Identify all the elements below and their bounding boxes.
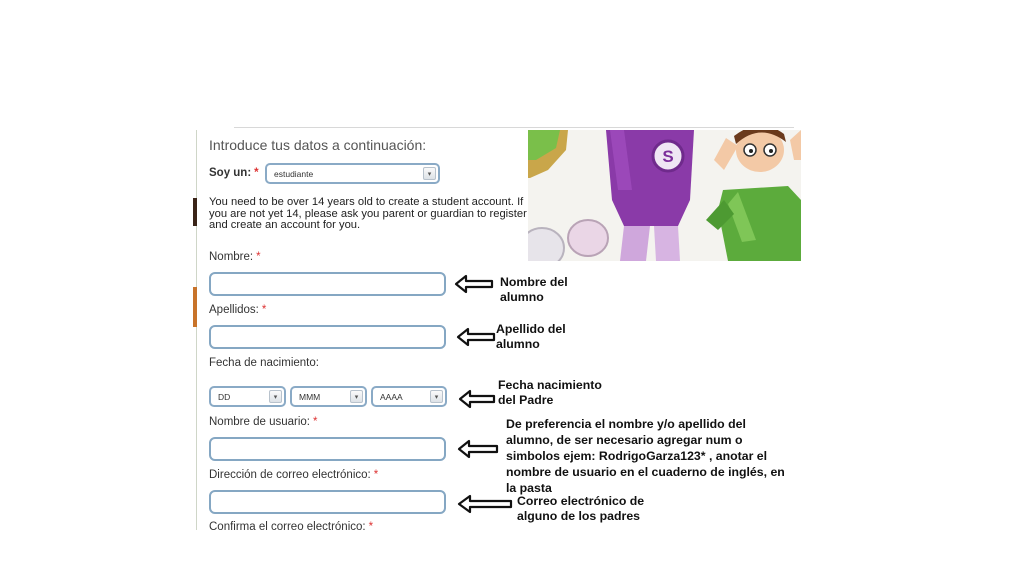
role-select[interactable] [265,163,440,184]
chevron-down-icon: ▾ [350,390,363,403]
soy-un-label: Soy un: * [209,167,259,179]
top-divider [234,127,794,128]
chevron-down-icon: ▾ [430,390,443,403]
confirma-label: Confirma el correo electrónico: * [209,521,374,530]
note-apellido: Apellido del alumno [496,322,566,351]
background-fragment [193,287,197,327]
usuario-input[interactable] [209,437,446,461]
year-select-value: AAAA [380,391,403,402]
month-select[interactable] [290,386,367,407]
fecha-label: Fecha de nacimiento: [209,357,319,369]
apellidos-input[interactable] [209,325,446,349]
left-arrow-icon [454,274,494,294]
left-arrow-icon [456,327,496,347]
nombre-input[interactable] [209,272,446,296]
hero-illustration [528,130,801,261]
usuario-label: Nombre de usuario: * [209,416,318,428]
note-nombre: Nombre del alumno [500,275,568,304]
correo-label: Dirección de correo electrónico: * [209,469,379,481]
note-correo: Correo electrónico de alguno de los padres [517,494,645,523]
left-arrow-icon [457,494,513,514]
correo-input[interactable] [209,490,446,514]
hero-cartoon [528,130,801,261]
left-arrow-icon [457,439,499,459]
left-arrow-icon [458,389,496,409]
age-notice: You need to be over 14 years old to create a student account. If you are not yet 14, please ask you parent or guardian to register and create an account for you. [209,196,527,231]
confirma-clip [200,521,500,530]
svg-text:S: S [662,147,674,166]
background-fragment [193,198,197,226]
chevron-down-icon: ▾ [423,167,436,180]
day-select-value: DD [218,391,231,402]
form-intro: Introduce tus datos a continuación: [209,137,427,153]
chevron-down-icon: ▾ [269,390,282,403]
apellidos-label: Apellidos: * [209,304,267,316]
month-select-value: MMM [299,391,321,402]
year-select[interactable] [371,386,447,407]
role-select-value: estudiante [274,168,314,179]
day-select[interactable] [209,386,286,407]
note-usuario: De preferencia el nombre y/o apellido del alumno, de ser necesario agregar num o simbolos ejem: RodrigoGarza123* , anotar el nombre de usuario en el cuaderno de inglés, en la pasta [506,417,785,495]
form-panel-edge [196,130,197,530]
note-fecha: Fecha nacimiento del Padre [498,378,602,407]
nombre-label: Nombre: * [209,251,261,263]
